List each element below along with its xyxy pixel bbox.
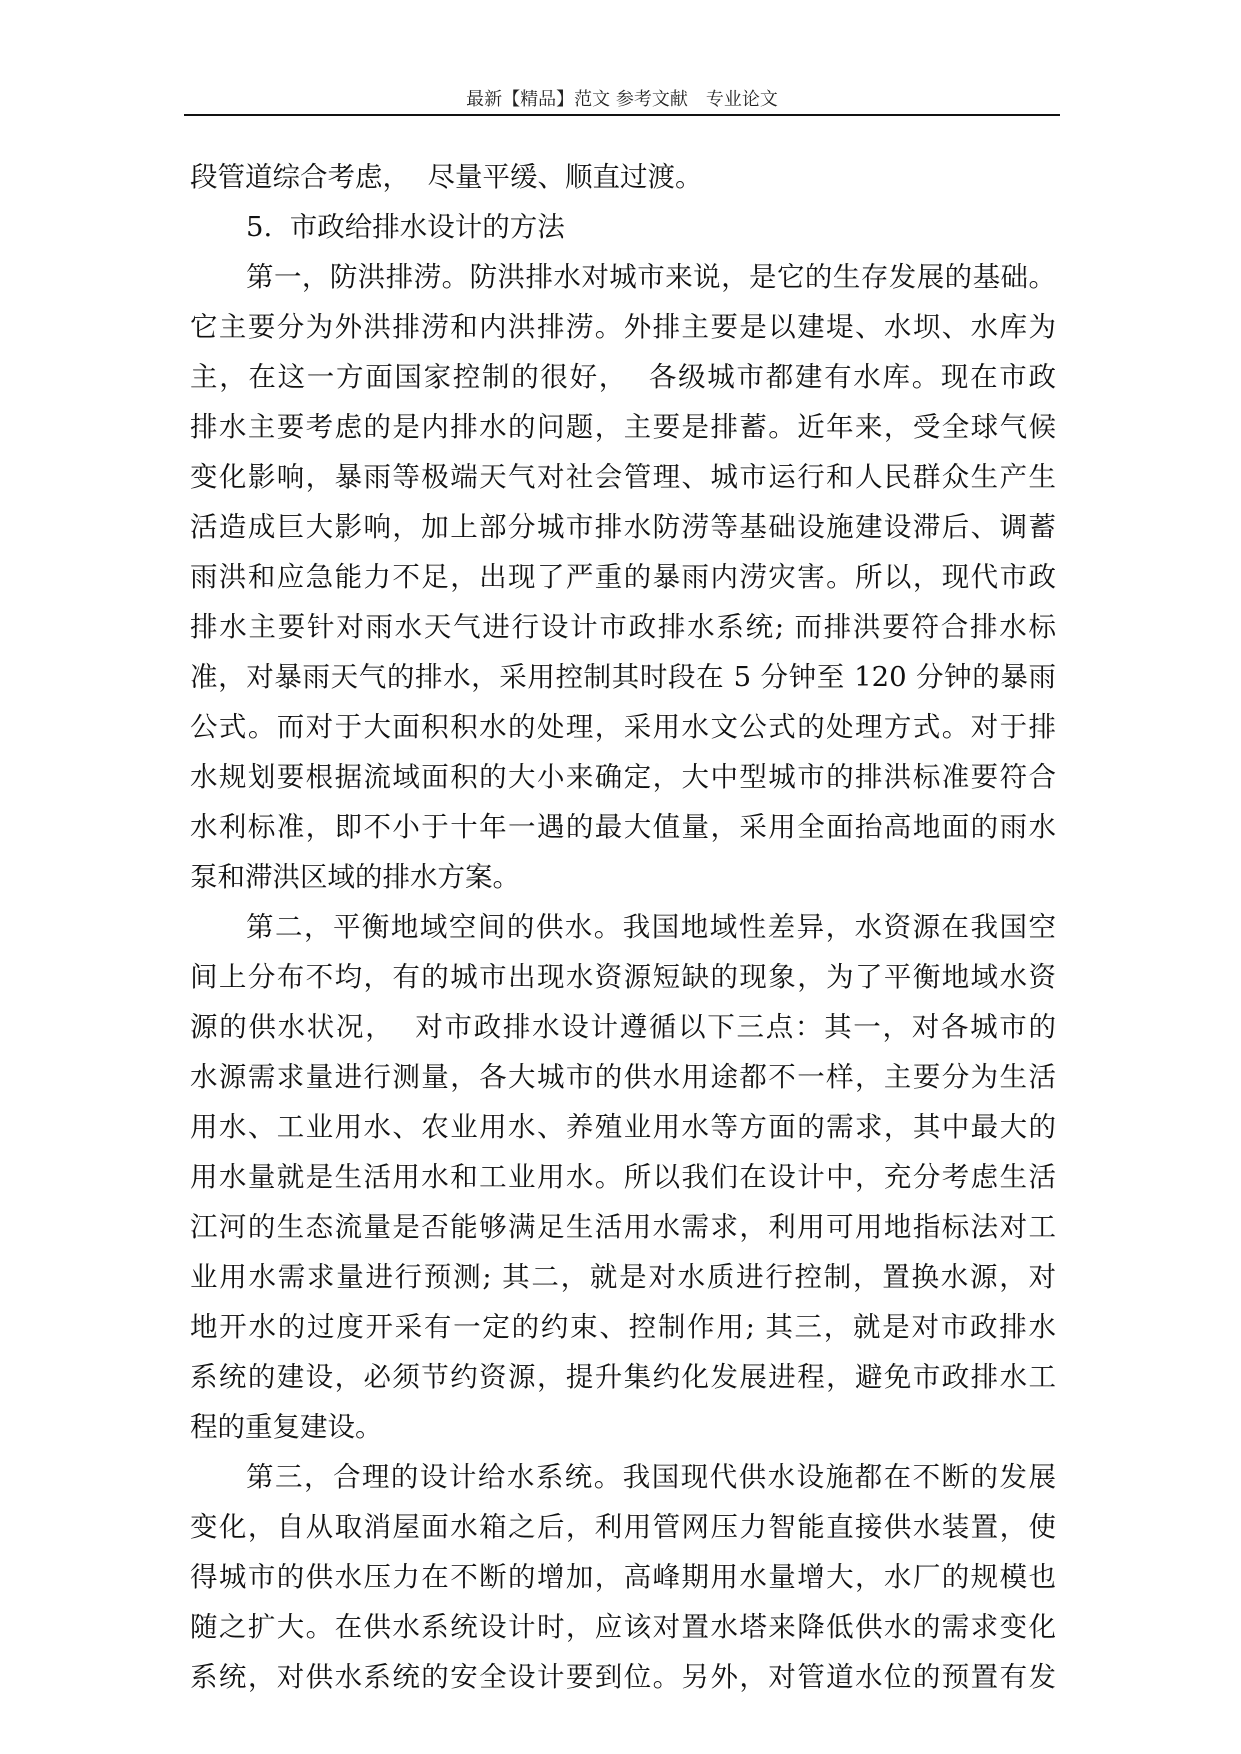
text-line: 系统的建设，必须节约资源，提升集约化发展进程，避免市政排水工 xyxy=(190,1361,1056,1393)
text-line: 得城市的供水压力在不断的增加，高峰期用水量增大，水厂的规模也 xyxy=(190,1561,1056,1593)
text-line: 江河的生态流量是否能够满足生活用水需求，利用可用地指标法对工 xyxy=(190,1211,1056,1243)
text-line: 泵和滞洪区域的排水方案。 xyxy=(190,861,520,893)
text-line: 它主要分为外洪排涝和内洪排涝。外排主要是以建堤、水坝、水库为 xyxy=(190,311,1056,343)
paragraph-first-line: 第二，平衡地域空间的供水。我国地域性差异，水资源在我国空 xyxy=(246,911,1056,943)
text-line: 雨洪和应急能力不足，出现了严重的暴雨内涝灾害。所以，现代市政 xyxy=(190,561,1056,593)
text-line: 水规划要根据流域面积的大小来确定，大中型城市的排洪标准要符合 xyxy=(190,761,1056,793)
text-line: 用水量就是生活用水和工业用水。所以我们在设计中，充分考虑生活 xyxy=(190,1161,1056,1193)
text-line: 业用水需求量进行预测; 其二，就是对水质进行控制，置换水源，对 xyxy=(190,1261,1056,1293)
text-line: 间上分布不均，有的城市出现水资源短缺的现象，为了平衡地域水资 xyxy=(190,961,1056,993)
paragraph-first-line: 第一，防洪排涝。防洪排水对城市来说，是它的生存发展的基础。 xyxy=(246,261,1056,293)
section-heading: 5. 市政给排水设计的方法 xyxy=(246,211,565,243)
text-line: 用水、工业用水、农业用水、养殖业用水等方面的需求，其中最大的 xyxy=(190,1111,1056,1143)
text-line: 活造成巨大影响，加上部分城市排水防涝等基础设施建设滞后、调蓄 xyxy=(190,511,1056,543)
text-line: 准，对暴雨天气的排水，采用控制其时段在 5 分钟至 120 分钟的暴雨 xyxy=(190,661,1056,693)
text-line: 水利标准，即不小于十年一遇的最大值量，采用全面抬高地面的雨水 xyxy=(190,811,1056,843)
text-line: 公式。而对于大面积积水的处理，采用水文公式的处理方式。对于排 xyxy=(190,711,1056,743)
text-line: 水源需求量进行测量，各大城市的供水用途都不一样，主要分为生活 xyxy=(190,1061,1056,1093)
text-line: 变化影响，暴雨等极端天气对社会管理、城市运行和人民群众生产生 xyxy=(190,461,1056,493)
text-line: 系统，对供水系统的安全设计要到位。另外，对管道水位的预置有发 xyxy=(190,1661,1056,1693)
text-line: 地开水的过度开采有一定的约束、控制作用; 其三，就是对市政排水 xyxy=(190,1311,1056,1343)
text-line: 排水主要考虑的是内排水的问题，主要是排蓄。近年来，受全球气候 xyxy=(190,411,1056,443)
page-header: 最新【精品】范文 参考文献 专业论文 xyxy=(466,89,778,110)
text-line: 源的供水状况， 对市政排水设计遵循以下三点：其一，对各城市的 xyxy=(190,1011,1056,1043)
header-divider xyxy=(184,114,1060,116)
text-line: 随之扩大。在供水系统设计时，应该对置水塔来降低供水的需求变化 xyxy=(190,1611,1056,1643)
text-line: 变化，自从取消屋面水箱之后，利用管网压力智能直接供水装置，使 xyxy=(190,1511,1056,1543)
paragraph-first-line: 第三，合理的设计给水系统。我国现代供水设施都在不断的发展 xyxy=(246,1461,1056,1493)
text-line: 排水主要针对雨水天气进行设计市政排水系统; 而排洪要符合排水标 xyxy=(190,611,1056,643)
text-line: 主，在这一方面国家控制的很好， 各级城市都建有水库。现在市政 xyxy=(190,361,1056,393)
text-line: 程的重复建设。 xyxy=(190,1411,383,1443)
text-line: 段管道综合考虑， 尽量平缓、顺直过渡。 xyxy=(190,161,703,193)
document-body xyxy=(190,152,1056,1702)
